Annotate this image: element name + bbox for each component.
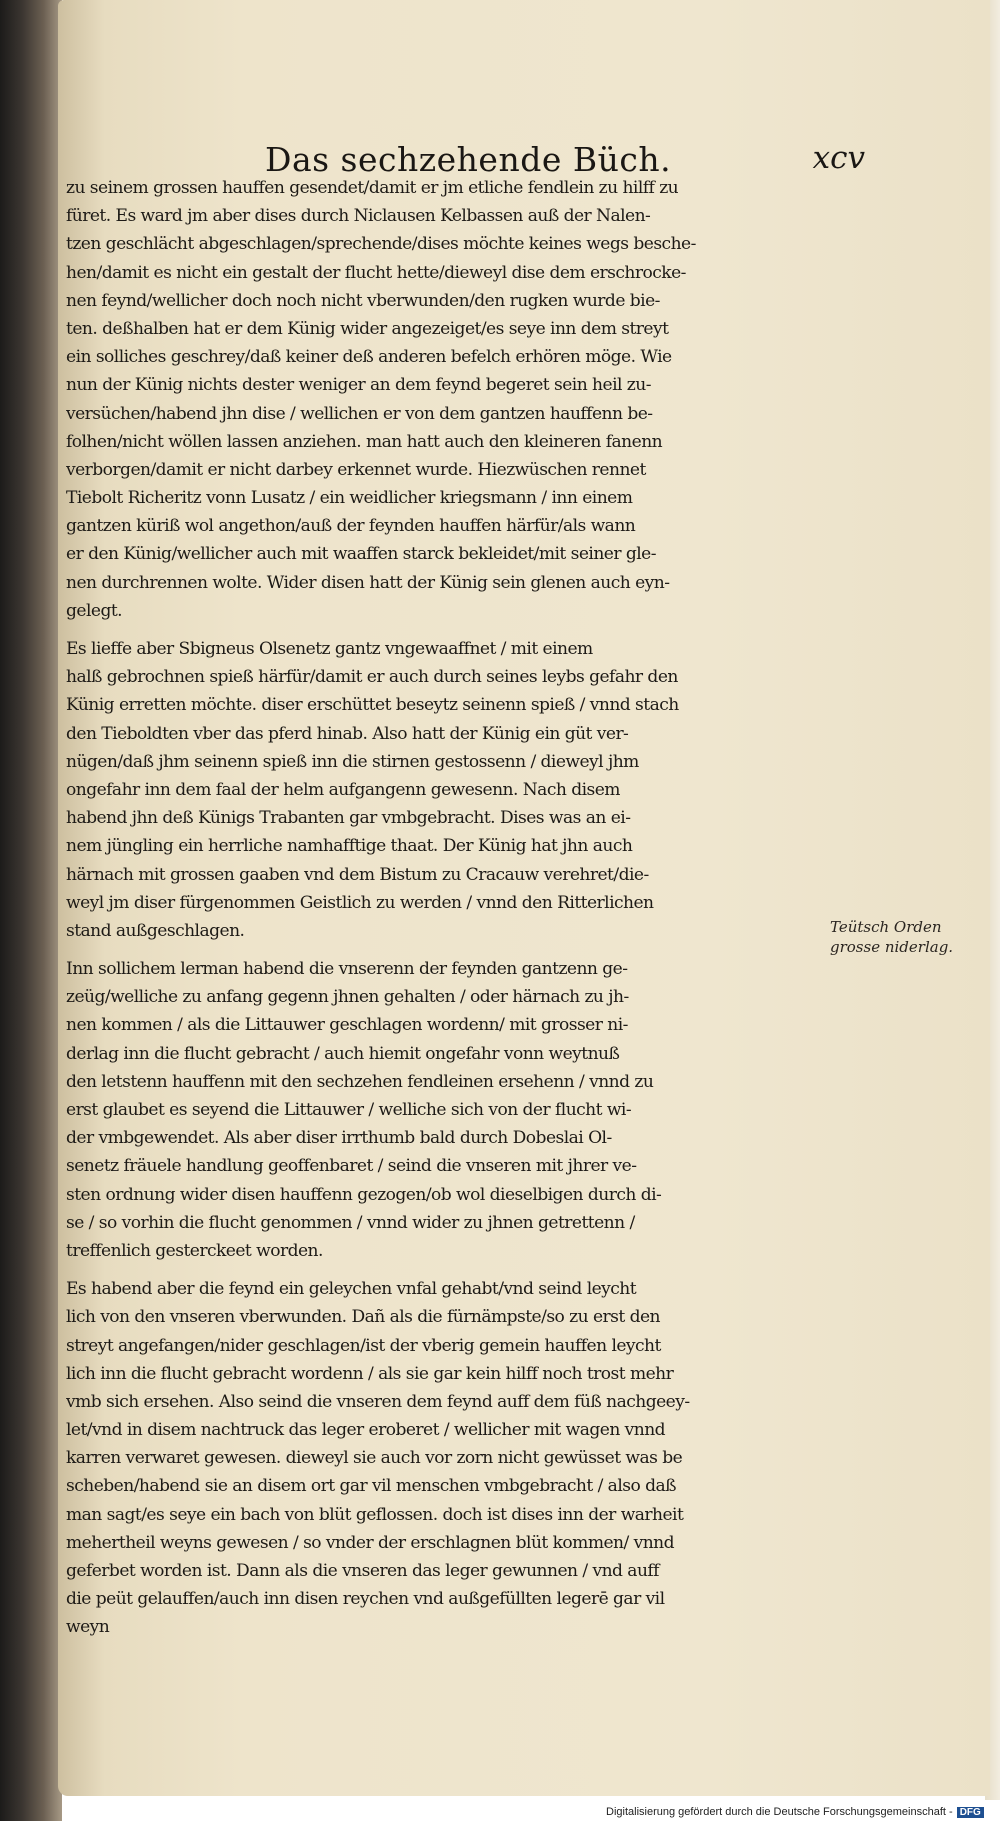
digitization-footer [606,1806,984,1818]
text-line: versüchen/habend jhn dise / wellichen er von dem gantzen hauffenn be- [66,403,653,424]
text-line: nen feynd/wellicher doch noch nicht vberwunden/den rugken wurde bie- [66,290,660,311]
text-line: let/vnd in disem nachtruck das leger eroberet / wellicher mit wagen vnnd [66,1420,666,1441]
text-line: den letstenn hauffenn mit den sechzehen fendleinen ersehenn / vnnd zu [66,1071,654,1092]
text-line: ein solliches geschrey/daß keiner deß anderen befelch erhören möge. Wie [66,347,672,368]
footer-text: Digitalisierung gefördert durch die Deutsche Forschungsgemeinschaft - [606,1806,953,1818]
text-line: erst glaubet es seyend die Littauwer / welliche sich von der flucht wi- [66,1100,632,1120]
text-line: lich von den vnseren vberwunden. Dañ als die fürnämpste/so zu erst den [66,1307,661,1328]
text-line: treffenlich gesterckeet worden. [66,1240,323,1261]
text-line: die peüt gelauffen/auch inn disen reychen vnd außgefüllten legerē gar vil [66,1589,665,1610]
text-line: weyl jm diser fürgenommen Geistlich zu werden / vnnd den Ritterlichen [66,892,654,913]
text-line: sten ordnung wider disen hauffenn gezogen/ob wol dieselbigen durch di- [66,1184,662,1205]
text-line: füret. Es ward jm aber dises durch Niclausen Kelbassen auß der Nalen- [66,206,651,227]
text-line: härnach mit grossen gaaben vnd dem Bistum zu Cracauw verehret/die- [66,864,649,885]
text-line: stand außgeschlagen. [66,920,245,941]
margin-note-line: Teütsch Orden [830,918,942,936]
text-line: nügen/daß jhm seinenn spieß inn die stirnen gestossenn / dieweyl jhm [66,751,639,772]
text-line: gelegt. [66,600,123,621]
text-line: folhen/nicht wöllen lassen anziehen. man hatt auch den kleineren fanenn [66,431,663,452]
text-line: hen/damit es nicht ein gestalt der flucht hette/dieweyl dise dem erschrocke- [66,262,686,283]
margin-note-line: grosse niderlag. [830,938,954,956]
margin-note [830,917,954,957]
text-line: nun der Künig nichts dester weniger an dem feynd begeret sein heil zu- [66,375,651,396]
text-line: habend jhn deß Künigs Trabanten gar vmbgebracht. Dises was an ei- [66,808,631,829]
text-line: derlag inn die flucht gebracht / auch hiemit ongefahr vonn weytnuß [66,1043,620,1064]
text-line: Es habend aber die feynd ein geleychen vnfal gehabt/vnd seind leycht [66,1279,637,1300]
text-line: nen durchrennen wolte. Wider disen hatt der Künig sein glenen auch eyn- [66,572,670,593]
text-line: man sagt/es seye ein bach von blüt geflossen. doch ist dises inn der warheit [66,1504,684,1525]
text-line: vmb sich ersehen. Also seind die vnseren dem feynd auff dem füß nachgeey- [66,1391,690,1412]
text-line: nen kommen / als die Littauwer geschlagen wordenn/ mit grosser ni- [66,1015,628,1036]
text-line: geferbet worden ist. Dann als die vnseren das leger gewunnen / vnd auff [66,1561,659,1581]
text-line: streyt angefangen/nider geschlagen/ist der vberig gemein hauffen leycht [66,1335,661,1356]
body-text [66,174,828,1642]
text-line: ongefahr inn dem faal der helm aufgangenn gewesenn. Nach disem [66,779,620,800]
book-binding [0,0,62,1821]
text-line: se / so vorhin die flucht genommen / vnnd wider zu jhnen getrettenn / [66,1212,635,1233]
text-line: den Tieboldten vber das pferd hinab. Also hatt der Künig ein güt ver- [66,723,629,744]
folio-number: xcv [812,140,865,176]
text-line: der vmbgewendet. Als aber diser irrthumb bald durch Dobeslai Ol- [66,1128,612,1149]
running-head: Das sechzehende Büch. [265,140,672,179]
text-line: karren verwaret gewesen. dieweyl sie auch vor zorn nicht gewüsset was be [66,1448,683,1469]
text-line: mehertheil weyns gewesen / so vnder der erschlagnen blüt kommen/ vnnd [66,1532,675,1553]
text-line: er den Künig/wellicher auch mit waaffen starck bekleidet/mit seiner gle- [66,544,656,565]
text-line: lich inn die flucht gebracht wordenn / als sie gar kein hilff noch trost mehr [66,1363,674,1384]
text-line: halß gebrochnen spieß härfür/damit er auch durch seines leybs gefahr den [66,667,678,688]
text-line: verborgen/damit er nicht darbey erkennet wurde. Hiezwüschen rennet [66,459,646,480]
text-line: nem jüngling ein herrliche namhafftige thaat. Der Künig hat jhn auch [66,836,633,857]
text-line: Inn sollichem lerman habend die vnserenn der feynden gantzenn ge- [66,959,628,980]
text-line: tzen geschlächt abgeschlagen/sprechende/dises möchte keines wegs besche- [66,234,696,255]
text-line: Tiebolt Richeritz vonn Lusatz / ein weidlicher kriegsmann / inn einem [66,488,633,509]
text-line: scheben/habend sie an disem ort gar vil menschen vmbgebracht / also daß [66,1476,676,1497]
text-line: Es lieffe aber Sbigneus Olsenetz gantz vngewaaffnet / mit einem [66,639,593,659]
text-line: senetz fräuele handlung geoffenbaret / seind die vnseren mit jhrer ve- [66,1156,637,1177]
dfg-logo: DFG [957,1807,984,1818]
text-line: gantzen küriß wol angethon/auß der feynden hauffen härfür/als wann [66,516,636,537]
text-line: weyn [66,1617,110,1638]
text-line: zu seinem grossen hauffen gesendet/damit er jm etliche fendlein zu hilff zu [66,178,679,198]
text-line: Künig erretten möchte. diser erschüttet beseytz seinenn spieß / vnnd stach [66,695,679,716]
text-line: zeüg/welliche zu anfang gegenn jhnen gehalten / oder härnach zu jh- [66,987,629,1008]
text-line: ten. deßhalben hat er dem Künig wider angezeiget/es seye inn dem streyt [66,318,669,339]
